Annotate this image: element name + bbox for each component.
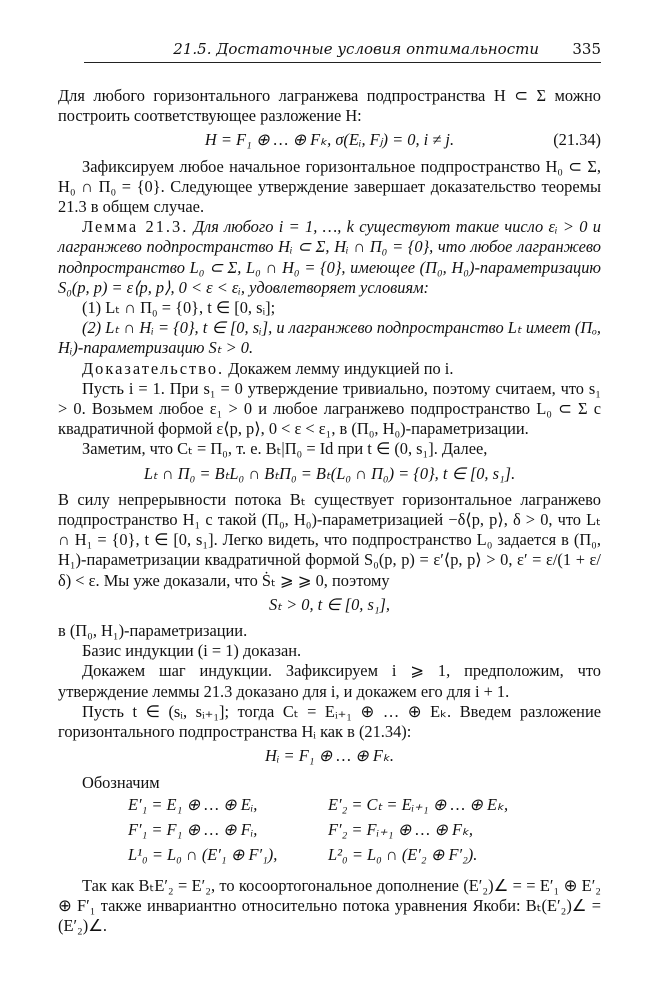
definition-row: [128, 795, 601, 820]
proof-start: [58, 359, 601, 379]
equation-intersection: [58, 464, 601, 484]
page-number: 335: [572, 40, 601, 58]
paragraph: Зафиксируем любое начальное горизонтальное подпространство H₀ ⊂ Σ, H₀ ∩ Π₀ = {0}. Следующее утверждение завершает доказательство теоремы 21.3 в общем случае.: [58, 156, 601, 217]
paragraph: Докажем шаг индукции. Зафиксируем i ⩾ 1, предположим, что утверждение леммы 21.3 доказано для i, и докажем его для i + 1.: [58, 661, 601, 701]
paragraph: В силу непрерывности потока Bₜ существует горизонтальное лагранжево подпространство H₁ с такой (Π₀, H₀)-параметризацией −δ⟨p, p⟩, δ > 0, что Lₜ ∩ H₁ = {0}, t ∈ [0, s₁]. Легко видеть, что подпространство L₀ задается в (Π₀, H₁)-параметризации квадратичной формой S₀(p, p) = ε′⟨p, p⟩ > 0, ε′ = ε/(1 + ε/δ) < ε. Мы уже доказали, что Ṡₜ ⩾ ⩾ 0, поэтому: [58, 489, 601, 590]
equation-21-34: [58, 130, 601, 150]
paragraph: Для любого горизонтального лагранжева подпространства H ⊂ Σ можно построить соответствующее разложение H:: [58, 86, 601, 126]
definition-left: F′₁ = F₁ ⊕ … ⊕ Fᵢ,: [128, 819, 258, 839]
paragraph: в (Π₀, H₁)-параметризации.: [58, 621, 248, 641]
lemma-statement: Для любого i = 1, …, k существуют такие число εᵢ > 0 и лагранжево подпространство Hᵢ ⊂ Σ, Hᵢ ∩ Π₀ = {0}, что любое лагранжево подпространство L₀ ⊂ Σ, L₀ ∩ H₀ = {0}, имеющее (Π₀, H₀)-параметризацию S₀(p, p) = ε⟨p, p⟩, 0 < ε < εᵢ, удовлетворяет условиям:: [58, 217, 601, 297]
definition-row: [128, 820, 601, 845]
paragraph: Обозначим: [82, 772, 160, 792]
equation-positivity: [58, 595, 601, 615]
definition-row: [128, 845, 601, 870]
page-body: [58, 86, 601, 936]
proof-title: Доказательство.: [82, 358, 225, 378]
paragraph: Базис индукции (i = 1) доказан.: [82, 641, 302, 661]
running-header: [84, 36, 601, 63]
definition-right: L²₀ = L₀ ∩ (E′₂ ⊕ F′₂).: [328, 844, 478, 864]
section-title: 21.5. Достаточные условия оптимальности: [173, 40, 539, 58]
equation-text: Sₜ > 0, t ∈ [0, s₁],: [268, 594, 391, 614]
definition-left: L¹₀ = L₀ ∩ (E′₁ ⊕ F′₁),: [128, 844, 278, 864]
equation-text: H = F₁ ⊕ … ⊕ Fₖ, σ(Eᵢ, Fⱼ) = 0, i ≠ j.: [204, 130, 455, 150]
definition-right: F′₂ = Fᵢ₊₁ ⊕ … ⊕ Fₖ,: [328, 819, 474, 839]
equation-number: (21.34): [553, 130, 601, 150]
equation-text: Lₜ ∩ Π₀ = BₜL₀ ∩ BₜΠ₀ = Bₜ(L₀ ∩ Π₀) = {0}, t ∈ [0, s₁].: [143, 463, 516, 483]
lemma-condition-1: (1) Lₜ ∩ Π₀ = {0}, t ∈ [0, sᵢ];: [82, 298, 276, 318]
definitions-block: [128, 795, 601, 870]
proof-text: Докажем лемму индукцией по i.: [228, 358, 454, 378]
lemma-condition-2: (2) Lₜ ∩ Hᵢ = {0}, t ∈ [0, sᵢ], и лагранжево подпространство Lₜ имеет (Πₒ, Hᵢ)-параметризацию Sₜ > 0.: [58, 318, 601, 358]
equation-text: Hᵢ = F₁ ⊕ … ⊕ Fₖ.: [265, 746, 394, 766]
paragraph: Пусть t ∈ (sᵢ, sᵢ₊₁]; тогда Cₜ = Eᵢ₊₁ ⊕ … ⊕ Eₖ. Введем разложение горизонтального подпространства Hᵢ как в (21.34):: [58, 701, 601, 742]
definition-right: E′₂ = Cₜ = Eᵢ₊₁ ⊕ … ⊕ Eₖ,: [328, 794, 509, 814]
lemma-title: Лемма 21.3.: [82, 217, 189, 237]
paragraph: Заметим, что Cₜ = Π₀, т. е. Bₜ|Π₀ = Id при t ∈ (0, s₁]. Далее,: [82, 439, 488, 459]
paragraph: Так как BₜE′₂ = E′₂, то косоортогональное дополнение (E′₂)∠ = = E′₁ ⊕ E′₂ ⊕ F′₁ также инвариантно относительно потока уравнения Якоби: Bₜ(E′₂)∠ = (E′₂)∠.: [58, 875, 601, 936]
definition-left: E′₁ = E₁ ⊕ … ⊕ Eᵢ,: [128, 794, 258, 814]
equation-decomposition: [58, 746, 601, 766]
lemma: [58, 217, 601, 298]
paragraph: Пусть i = 1. При s₁ = 0 утверждение тривиально, поэтому считаем, что s₁ > 0. Возьмем любое ε₁ > 0 и любое лагранжево подпространство L₀ ⊂ Σ с квадратичной формой ε⟨p, p⟩, 0 < ε < ε₁, в (Π₀, H₀)-параметризации.: [58, 378, 601, 439]
